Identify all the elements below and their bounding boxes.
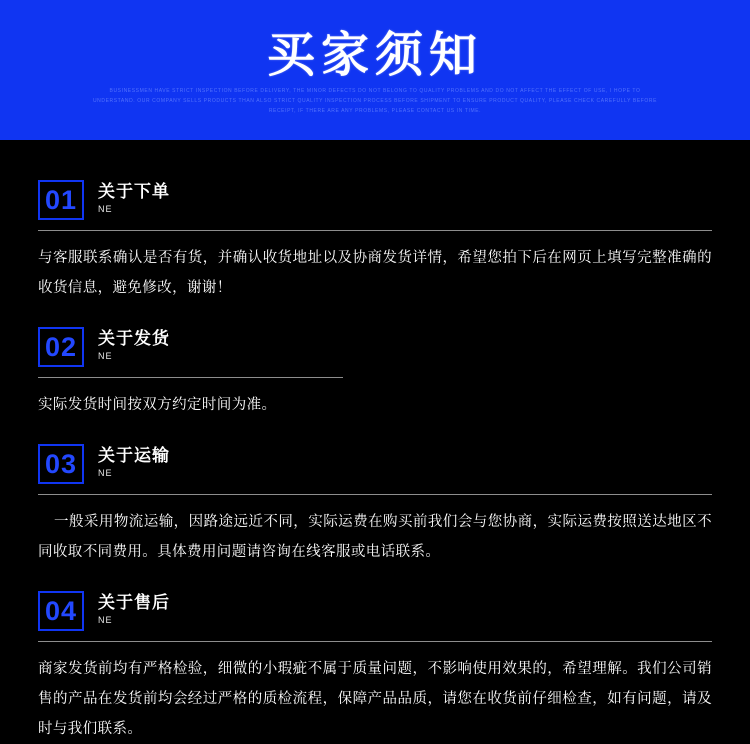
section-subtitle: NE (98, 204, 113, 214)
banner-subtitle-line-2: UNDERSTAND. OUR COMPANY SELLS PRODUCTS THAN ALSO STRICT QUALITY INSPECTION PROCESS BEFORE SHIPMENT TO ENSURE PRODUCT QUALITY, PLEASE CHECK CAREFULLY BEFORE (92, 98, 658, 104)
section-body-text: 与客服联系确认是否有货，并确认收货地址以及协商发货详情，希望您拍下后在网页上填写完整准确的收货信息，避免修改，谢谢！ (38, 250, 712, 296)
section-title: 关于运输 (98, 446, 170, 465)
section-heading-text (98, 180, 170, 216)
section-heading-text (98, 591, 170, 627)
banner-subtitle-line-1: BUSINESSMEN HAVE STRICT INSPECTION BEFORE DELIVERY, THE MINOR DEFECTS DO NOT BELONG TO QUALITY PROBLEMS AND DO NOT AFFECT THE EFFECT OF USE, I HOPE TO (109, 88, 641, 94)
section-subtitle: NE (98, 615, 113, 625)
banner-subtitle-english (0, 86, 750, 116)
section-heading-text (98, 444, 170, 480)
page-title: 买家须知 (266, 29, 483, 82)
section-header (38, 444, 712, 484)
banner-subtitle-line-3: RECEIPT, IF THERE ARE ANY PROBLEMS, PLEASE CONTACT US IN TIME. (268, 108, 482, 114)
section-number-badge: 02 (38, 327, 84, 367)
section-subtitle: NE (98, 468, 113, 478)
section-number-badge: 03 (38, 444, 84, 484)
section-title: 关于售后 (98, 593, 170, 612)
notice-section-ordering (38, 180, 712, 303)
section-divider (38, 377, 343, 378)
section-body-text: 一般采用物流运输，因路途远近不同，实际运费在购买前我们会与您协商，实际运费按照送达地区不同收取不同费用。具体费用问题请咨询在线客服或电话联系。 (38, 514, 712, 560)
notice-content (0, 140, 750, 744)
section-divider (38, 494, 712, 495)
notice-section-shipping (38, 327, 712, 420)
section-header (38, 327, 712, 367)
section-title: 关于下单 (98, 182, 170, 201)
section-divider (38, 230, 712, 231)
section-body-text: 实际发货时间按双方约定时间为准。 (38, 397, 277, 413)
section-body-text: 商家发货前均有严格检验，细微的小瑕疵不属于质量问题，不影响使用效果的，希望理解。我们公司销售的产品在发货前均会经过严格的质检流程，保障产品品质，请您在收货前仔细检查，如有问题，请及时与我们联系。 (38, 661, 712, 737)
section-title: 关于发货 (98, 329, 170, 348)
section-header (38, 591, 712, 631)
section-number-badge: 04 (38, 591, 84, 631)
header-banner (0, 0, 750, 140)
section-subtitle: NE (98, 351, 113, 361)
section-heading-text (98, 327, 170, 363)
notice-section-transport (38, 444, 712, 567)
section-number-badge: 01 (38, 180, 84, 220)
notice-section-after-sales (38, 591, 712, 744)
section-header (38, 180, 712, 220)
section-divider (38, 641, 712, 642)
